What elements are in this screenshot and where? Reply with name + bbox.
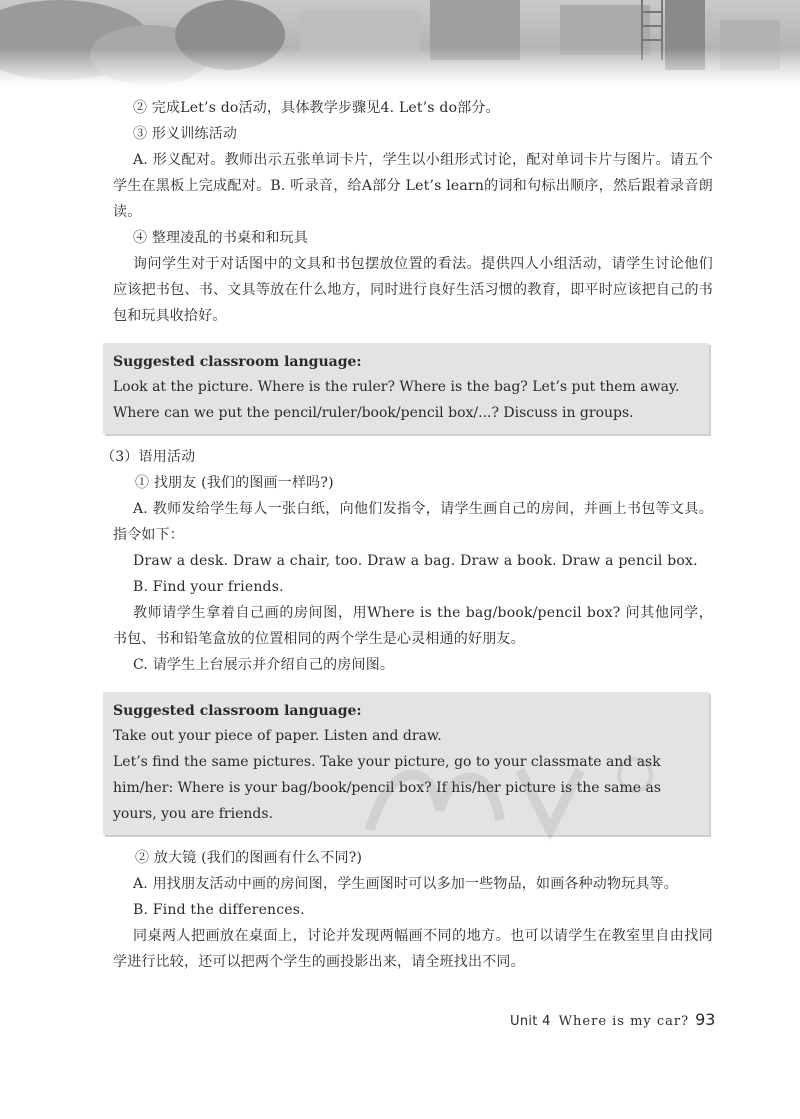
box-line: Let’s find the same pictures. Take your picture, go to your classmate and ask him/her: Where is your bag/book/pencil box? If his/her picture is the same as yours, you are friends. bbox=[113, 754, 662, 822]
activity-magnifier: ② 放大镜 (我们的图画有什么不同?) bbox=[135, 850, 363, 866]
section-heading: （3）语用活动 bbox=[101, 449, 196, 465]
step-tidy-desk: ④ 整理凌乱的书桌和和玩具 bbox=[133, 230, 309, 246]
box-line: Where can we put the pencil/ruler/book/pencil box/...? Discuss in groups. bbox=[113, 405, 634, 421]
paragraph-instructions: A. 教师发给学生每人一张白纸，向他们发指令，请学生画自己的房间，并画上书包等文具。指令如下： bbox=[113, 501, 713, 543]
paragraph-add-items: A. 用找朋友活动中画的房间图，学生画图时可以多加一些物品，如画各种动物玩具等。 bbox=[133, 876, 679, 892]
box-line: Take out your piece of paper. Listen and draw. bbox=[113, 728, 442, 744]
paragraph-compare: 同桌两人把画放在桌面上，讨论并发现两幅画不同的地方。也可以请学生在教室里自由找同学进行比较，还可以把两个学生的画投影出来，请全班找出不同。 bbox=[113, 928, 713, 970]
instruction-draw: Draw a desk. Draw a chair, too. Draw a bag. Draw a book. Draw a pencil box. bbox=[133, 553, 698, 569]
activity-find-friends: ① 找朋友 (我们的图画一样吗?) bbox=[135, 475, 334, 491]
instruction-differences: B. Find the differences. bbox=[133, 902, 305, 918]
paragraph-present: C. 请学生上台展示并介绍自己的房间图。 bbox=[133, 657, 395, 673]
box-title: Suggested classroom language: bbox=[113, 354, 362, 370]
page-number: 93 bbox=[695, 1010, 716, 1029]
classroom-language-box-2 bbox=[103, 692, 709, 835]
box-line: Look at the picture. Where is the ruler? Where is the bag? Let’s put them away. bbox=[113, 379, 680, 395]
step-form-meaning: ③ 形义训练活动 bbox=[133, 126, 238, 142]
header-banner-illustration bbox=[0, 0, 800, 88]
paragraph-tidy: 询问学生对于对话图中的文具和书包摆放位置的看法。提供四人小组活动，请学生讨论他们应该把书包、书、文具等放在什么地方，同时进行良好生活习惯的教育，即平时应该把自己的书包和玩具收拾好。 bbox=[113, 256, 713, 324]
footer-unit: Unit 4 bbox=[510, 1014, 551, 1029]
instruction-find: B. Find your friends. bbox=[133, 579, 284, 595]
paragraph-matching: A. 形义配对。教师出示五张单词卡片，学生以小组形式讨论，配对单词卡片与图片。请五个学生在黑板上完成配对。B. 听录音，给A部分 Let’s learn的词和句标出顺序，然后跟着录音朗读。 bbox=[113, 152, 713, 220]
step-let-do: ② 完成Let’s do活动，具体教学步骤见4. Let’s do部分。 bbox=[133, 100, 500, 116]
page-content bbox=[101, 95, 713, 975]
footer-title: Where is my car? bbox=[558, 1014, 690, 1029]
classroom-language-box-1 bbox=[103, 343, 709, 434]
paragraph-ask: 教师请学生拿着自己画的房间图，用Where is the bag/book/pencil box? 问其他同学，书包、书和铅笔盒放的位置相同的两个学生是心灵相通的好朋友。 bbox=[113, 605, 713, 647]
page-footer bbox=[510, 1010, 716, 1029]
box-title: Suggested classroom language: bbox=[113, 703, 362, 719]
